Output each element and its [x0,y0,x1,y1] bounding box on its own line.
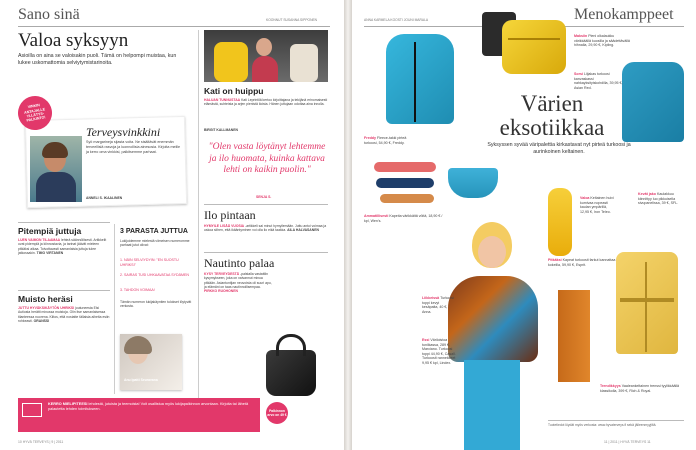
memory-sign: ORANSSI [33,318,50,323]
tip-text: Syö margarineja sijasta voita. Ne sisältävät enemmän terveellisiä rasvoja ja luonnollisia ainesosia. Kirjoita meille ja kerro oma vinkkisi, palkitsemme parhaat. [86,140,181,154]
left-page [0,0,344,450]
nautinto-body [204,272,274,293]
ilo-text: -artikkeli sai minut hymyilemään. Juttu antoi voimaa ja uskoa siihen, että ikääntyminen voi olla ilo eikä taakka. [204,224,327,233]
tank-label: Liikkeissä Turkoosi toppi kevyt kesäpaita, 40 €, Anna. [422,296,454,314]
rule [204,252,328,253]
kati-lead: HALUAN TUNNUSTAA [204,98,241,102]
hoodie-label: Freddy Fleece-takki pirteä turkoosi, 54,90 €, Freddy. [364,136,407,145]
trousers-label: Pitkäksi Kapeat turkoosit farkut kannattaa kokeilla, 59,90 €, Esprit. [548,258,616,267]
tank-photo [448,168,498,198]
pull-quote: "Olen vasta löytänyt lehtemme ja ilo huomata, kuinka kattava lehti on kaikin puolin." [208,142,326,175]
page-gutter [344,0,352,450]
tip-sign: ANNELI S. IKAALINEN [86,196,123,200]
nautinto-text: -palstalla vastattiin kysymykseen, joka on vaivannut minua pitkään. Asiantuntijan neuvoista oli suuri apu, ja elämäni on taas nautinnollisempaa. [204,272,272,289]
ilo-body [204,224,328,233]
belt-photo-1 [374,162,436,172]
divider [114,224,115,394]
memory-body [18,306,110,323]
product-footer: Tuotetiedot löydät myös verkosta: www.hyvaterveys.fi sekä jälleenmyyjiltä. [548,423,657,427]
model-face [478,236,506,268]
trench-label: Trendikkyys Vaaleankeltainen trenssi tyylikkäällä klassikolla, 399 €, Rich & Royal. [600,384,680,393]
pull-sign: SENJA S. [256,195,272,199]
memory-title: Muisto heräsi [18,294,73,304]
kati-body [204,98,328,107]
main-lede: Asioilla on aina se valoisakin puoli. Tämä on helpompi muistaa, kun lukee uskomattomia selviytymistarinoita. [18,53,177,66]
three-item-1: 1. NÄIN SELVIYDYIN: "EN SUOSTU UHRIKSI" [120,258,179,267]
hoodie-photo [386,34,454,124]
tunic-label: Essi Väriloistoa tuniikassa, 289 €, Marciano. Turkoosi toppi 44,90 €, Casall. Turkoosit rannekkeet 9,95 € kpl, Lindex. [422,338,456,365]
long-title: Pitempiä juttuja [18,226,82,236]
colors-lede: Syksyssen syvää väripalettia kirkastavat nyt pirteä turkoosi ja aurinkoinen keltainen. [487,142,631,155]
belts-label: Ammatillisesti Kapeita värikkäitä vöitä, 18,90 € / kpl, Wen's. [364,214,443,223]
divider [198,30,199,410]
credits: ANNA KARMELA KOOSTI JOUNI MARALA [364,18,429,22]
feedback-title: KERRO MIELIPITEESI [48,402,88,406]
model-trousers [464,360,520,450]
long-sign: TIMO VIRTANEN [36,250,64,255]
folio-left: 10 HYVÄ TERVEYS | 9 | 2011 [18,440,64,444]
memory-lead: JUTTU HYVÄKSIKÄYTÖN UHRIKSI [18,306,75,310]
tip-photo [30,136,82,202]
feedback-body: lehdestä, jutuista ja teemoista! Voit osallistua myös lukijapalkinnon arvontaan. Kirjoita tai lähetä palautetta lehden toimitukseen. [48,402,249,411]
book-caption: Anu Ipatti Seuravana [124,378,158,382]
section-title: Menokamppeet [574,6,674,23]
yellow-scarf-photo [548,188,572,256]
kati-title: Kati on huippu [204,86,264,96]
ilo-title: Ilo pintaan [204,208,256,222]
nautinto-lead: KYSY TERVEYDESTÄ [204,272,240,276]
ilo-lead: HYMYILE LISÄÄ VUOSIA [204,224,245,228]
orange-trousers-photo [558,290,590,382]
rule [204,204,328,205]
tunic-photo [448,276,538,362]
long-body [18,238,110,255]
long-lead: LUEN VAIMON TILAAMAA [18,238,61,242]
rule [18,222,110,223]
three-title: 3 PARASTA JUTTUA [120,228,188,235]
envelope-icon [22,403,42,417]
memory-text: joutuneesta Elsi Autiosta herätti minussa muistoja. Olin itse samanlaisessa tilanteessa nuorena. Kiitos, että nostatte tällaisia aiheita esiin rohkeasti. [18,306,110,323]
kati-photo [204,30,328,82]
prize-bag-photo [266,350,316,396]
long-text: lehteä säännöllisesti. Artikkelit ovat pidempiä ja kiinnostavia, ja tarinat jäävät mieleen pitkäksi aikaa. Toivottavasti samanlaisia juttuja tulee jatkossakin. [18,238,107,255]
ilo-sign: AILA HALVASANEN [287,228,319,233]
rule [18,290,110,291]
nautinto-title: Nautinto palaa [204,256,275,270]
yellow-bag-photo [502,20,566,74]
main-title: Valoa syksyyn [18,30,129,51]
prize-badge: VINKIN ANTAJALLE YLLÄTYS-PALKINTO! [15,93,54,132]
bag-label-2: Sorsi Liijakas turkoosi kanvaskassi nahkayksityiskohdilla, 39,95 €, Asian Red. [574,72,623,90]
jacket-label: Kevät jako Kaulakkuu kiinnittyy luo pikkuisella sivupanelissa, 39 €, SFL. [638,192,679,205]
tip-title: Terveysvinkkini [86,125,161,139]
three-item-2: 2. SAIRAS TUSI UHKAAVATAA SYDÄMEN [120,273,189,277]
trench-coat-photo [616,252,678,354]
right-page [352,0,696,450]
folio-right: 11 | 2011 | HYVÄ TERVEYS 11 [604,440,651,444]
scarf-label: Valoa Keltainen huivi kumivaa nopeasti kaulan ympärillä, 12,95 €, Iron Teleo. [580,196,614,214]
three-outro: Tämän numeron lukijakäyntien tulokset löytyvät verkosta. [120,300,192,309]
rule [548,420,684,421]
colors-title: Värien eksotiikkaa [499,91,605,140]
top-rule [18,26,330,27]
feedback-text [48,402,256,412]
kati-text: Kati Leprintilä kertoo kirjoittajana ja tekijänä erinomaisesti elämästä, suhteista ja arjen pienistä iloista. Hänen juttujaan odottaa aina innolla. [204,98,328,107]
bag-label-1: Maksiin Pieni olkalaukku värikkäällä kuosilla ja säädettävällä hihnalla, 29,90 €, Kipling. [574,34,630,47]
kati-sign: BIRGIT KALLMANEN [204,128,238,132]
section-title: Sano sinä [18,6,80,23]
nautinto-sign: PIRKKO RUOHONEN [204,289,238,294]
three-intro: Lukijoidemme mielestä viimeisen numeromme parhaat jutut olivat: [120,239,190,248]
credits: KOONNUT SUSANNA SIPPONEN [266,18,318,22]
belt-photo-2 [376,178,434,188]
prize-bag-handle [276,334,306,356]
price-badge: Palkinnon arvo on 49 € [266,402,288,424]
belt-photo-3 [380,194,434,203]
three-item-3: 3. TAHDON VOIMAA! [120,288,155,292]
teal-jacket-photo [622,62,684,142]
